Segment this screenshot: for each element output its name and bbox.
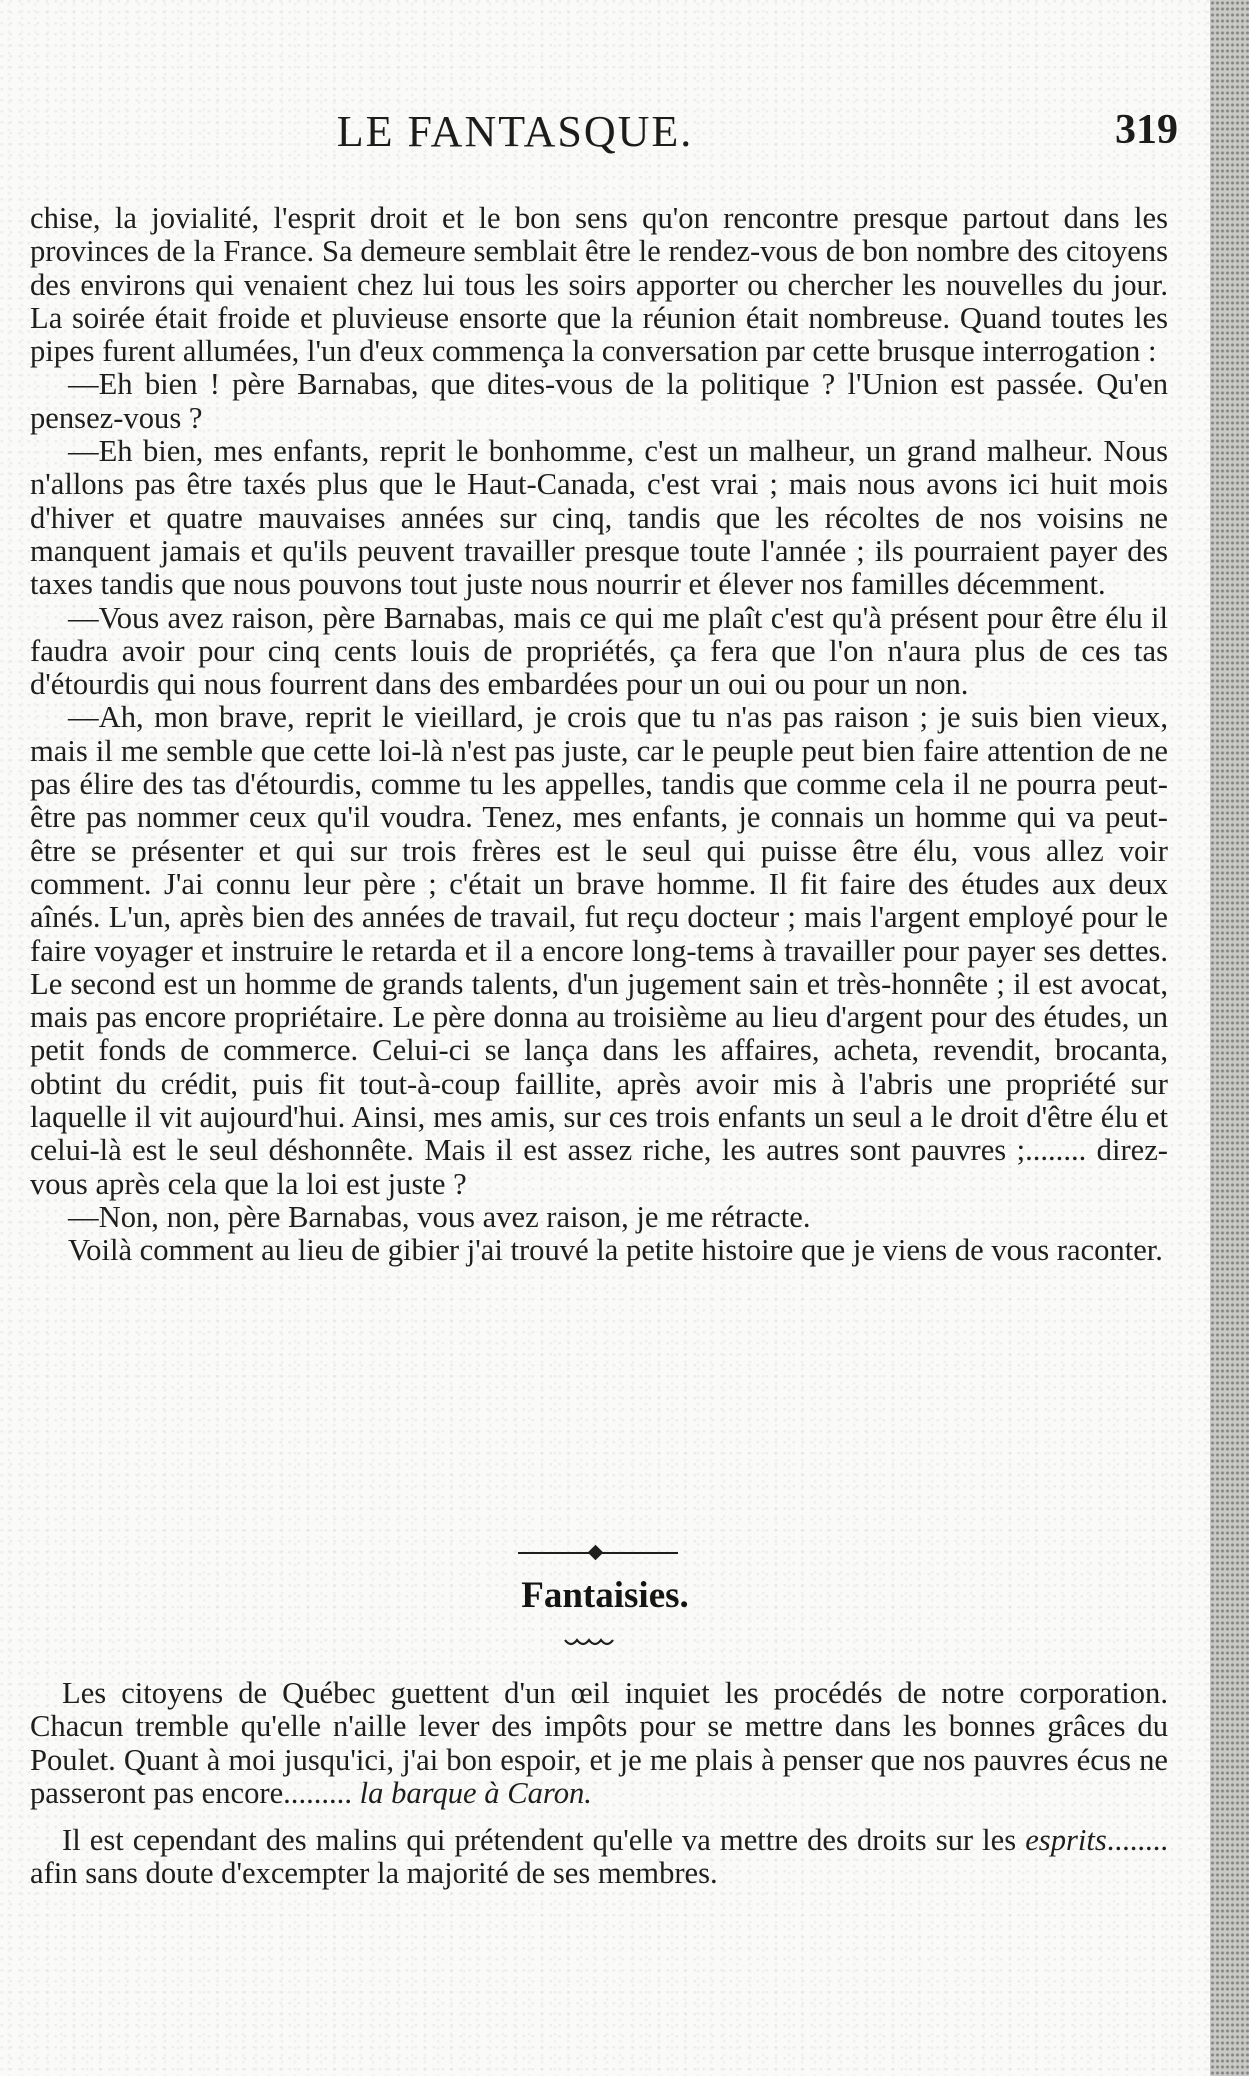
article-body <box>30 202 1168 1268</box>
running-title: LE FANTASQUE. <box>336 107 694 156</box>
article-paragraph: Voilà comment au lieu de gibier j'ai trouvé la petite histoire que je viens de vous raconter. <box>68 1233 1163 1268</box>
divider-ornament <box>588 1545 604 1561</box>
section-italic-phrase: la barque à Caron. <box>359 1775 592 1810</box>
article-paragraph: —Vous avez raison, père Barnabas, mais ce qui me plaît c'est qu'à présent pour être élu il faudra avoir pour cinq cents louis de propriétés, ça fera que l'on n'aura plus de ces tas d'étourdis qui nous fourrent dans des embardées pour un oui ou pour un non. <box>30 600 1168 702</box>
scan-edge <box>1210 0 1249 2076</box>
article-paragraph: —Eh bien, mes enfants, reprit le bonhomme, c'est un malheur, un grand malheur. Nous n'allons pas être taxés plus que le Haut-Canada, c'est vrai ; mais nous avons ici huit mois d'hiver et quatre mauvaises années sur cinq, tandis que les récoltes de nos voisins ne manquent jamais et qu'ils peuvent travailler presque toute l'année ; ils pourraient payer des taxes tandis que nous pouvons tout juste nous nourrir et élever nos familles décemment. <box>30 434 1168 602</box>
section-title: Fantaisies. <box>521 1575 689 1616</box>
article-paragraph: —Eh bien ! père Barnabas, que dites-vous de la politique ? l'Union est passée. Qu'en pensez-vous ? <box>30 367 1168 435</box>
article-paragraph: —Non, non, père Barnabas, vous avez raison, je me rétracte. <box>68 1199 811 1234</box>
article-paragraph: chise, la jovialité, l'esprit droit et le bon sens qu'on rencontre presque partout dans les provinces de la France. Sa demeure semblait être le rendez-vous de bon nombre des citoyens des environs qui venaient chez lui tous les soirs apporter ou chercher les nouvelles du jour. La soirée était froide et pluvieuse ensorte que la réunion était nombreuse. Quand toutes les pipes furent allumées, l'un d'eux commença la conversation par cette brusque interrogation : <box>30 201 1168 369</box>
section-divider <box>518 1546 678 1560</box>
section-body <box>30 1677 1168 1891</box>
section-italic-word: esprits <box>1025 1823 1107 1858</box>
section-paragraph <box>30 1824 1168 1891</box>
section-paragraph-text: ........ afin sans doute d'excempter la majorité de ses membres. <box>30 1823 1168 1891</box>
page-header <box>0 106 1210 166</box>
section-paragraph-text: Il est cependant des malins qui prétendent qu'elle va mettre des droits sur les <box>62 1823 1017 1858</box>
page-number: 319 <box>1115 107 1178 153</box>
squiggle-ornament <box>563 1636 615 1648</box>
section-paragraph <box>30 1677 1168 1810</box>
article-paragraph: —Ah, mon brave, reprit le vieillard, je crois que tu n'as pas raison ; je suis bien vieux, mais il me semble que cette loi-là n'est pas juste, car le peuple peut bien faire attention de ne pas élire des tas d'étourdis, comme tu les appelles, tandis que comme cela il ne pourra peut-être pas nommer ceux qu'il voudra. Tenez, mes enfants, je connais un homme qui va peut-être se présenter et qui sur trois frères est le seul qui puisse être élu, vous allez voir comment. J'ai connu leur père ; c'était un brave homme. Il fit faire des études aux deux aînés. L'un, après bien des années de travail, fut reçu docteur ; mais l'argent employé pour le faire voyager et instruire le retarda et il a encore long-tems à travailler pour payer ses dettes. Le second est un homme de grands talents, d'un jugement sain et très-honnête ; il est avocat, mais pas encore propriétaire. Le père donna au troisième au lieu d'argent pour des études, un petit fonds de commerce. Celui-ci se lança dans les affaires, acheta, revendit, brocanta, obtint du crédit, puis fit tout-à-coup faillite, après avoir mis à l'abris une propriété sur laquelle il vit aujourd'hui. Ainsi, mes amis, sur ces trois enfants un seul a le droit d'être élu et celui-là est le seul déshonnête. Mais il est assez riche, les autres sont pauvres ;........ direz-vous après cela que la loi est juste ? <box>30 700 1168 1201</box>
section-paragraph-text: Les citoyens de Québec guettent d'un œil inquiet les procédés de notre corporation. Chacun tremble qu'elle n'aille lever des impôts pour se mettre dans les bonnes grâces du Poulet. Quant à moi jusqu'ici, j'ai bon espoir, et je me plais à penser que nos pauvres écus ne passeront pas encore......... <box>30 1676 1168 1810</box>
